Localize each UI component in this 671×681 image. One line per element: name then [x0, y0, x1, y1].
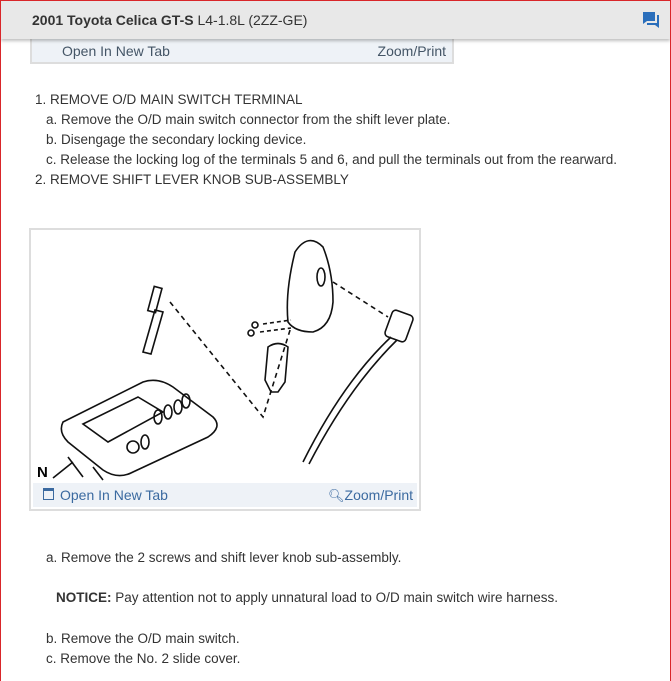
figure-card: [29, 228, 421, 511]
zoom-print-label: Zoom/Print: [344, 487, 413, 503]
step-2: 2. REMOVE SHIFT LEVER KNOB SUB-ASSEMBLY: [35, 172, 349, 187]
open-new-tab-icon: [43, 488, 54, 500]
step-1a: a. Remove the O/D main switch connector from the shift lever plate.: [46, 112, 451, 127]
figure-toolbar: [33, 483, 417, 507]
step-2a: a. Remove the 2 screws and shift lever knob sub-assembly.: [46, 550, 402, 565]
open-new-tab-label: Open In New Tab: [60, 487, 168, 503]
step-2b: b. Remove the O/D main switch.: [46, 631, 240, 646]
vehicle-name: 2001 Toyota Celica GT-S: [32, 12, 194, 28]
step-1: 1. REMOVE O/D MAIN SWITCH TERMINAL: [35, 92, 303, 107]
vehicle-title: [32, 12, 307, 28]
vehicle-header: [1, 1, 670, 39]
shift-lever-diagram: [33, 232, 417, 482]
notice: [56, 590, 558, 605]
neutral-label: N: [37, 464, 48, 481]
step-1b: b. Disengage the secondary locking device.: [46, 132, 307, 147]
notice-text: Pay attention not to apply unnatural load to O/D main switch wire harness.: [111, 590, 558, 605]
notice-label: NOTICE:: [56, 590, 112, 605]
chat-bubbles-icon[interactable]: [642, 11, 660, 29]
zoom-print-link[interactable]: [328, 487, 413, 504]
engine-spec: L4-1.8L (2ZZ-GE): [193, 12, 308, 28]
step-1c: c. Release the locking log of the terminals 5 and 6, and pull the terminals out from the rearward.: [46, 152, 618, 167]
open-new-tab-link[interactable]: [43, 487, 168, 503]
prev-open-new-tab-link[interactable]: Open In New Tab: [62, 43, 170, 59]
zoom-icon: 🔍︎: [328, 488, 345, 503]
prev-zoom-print-link[interactable]: Zoom/Print: [377, 43, 446, 59]
step-2c: c. Remove the No. 2 slide cover.: [46, 651, 241, 666]
